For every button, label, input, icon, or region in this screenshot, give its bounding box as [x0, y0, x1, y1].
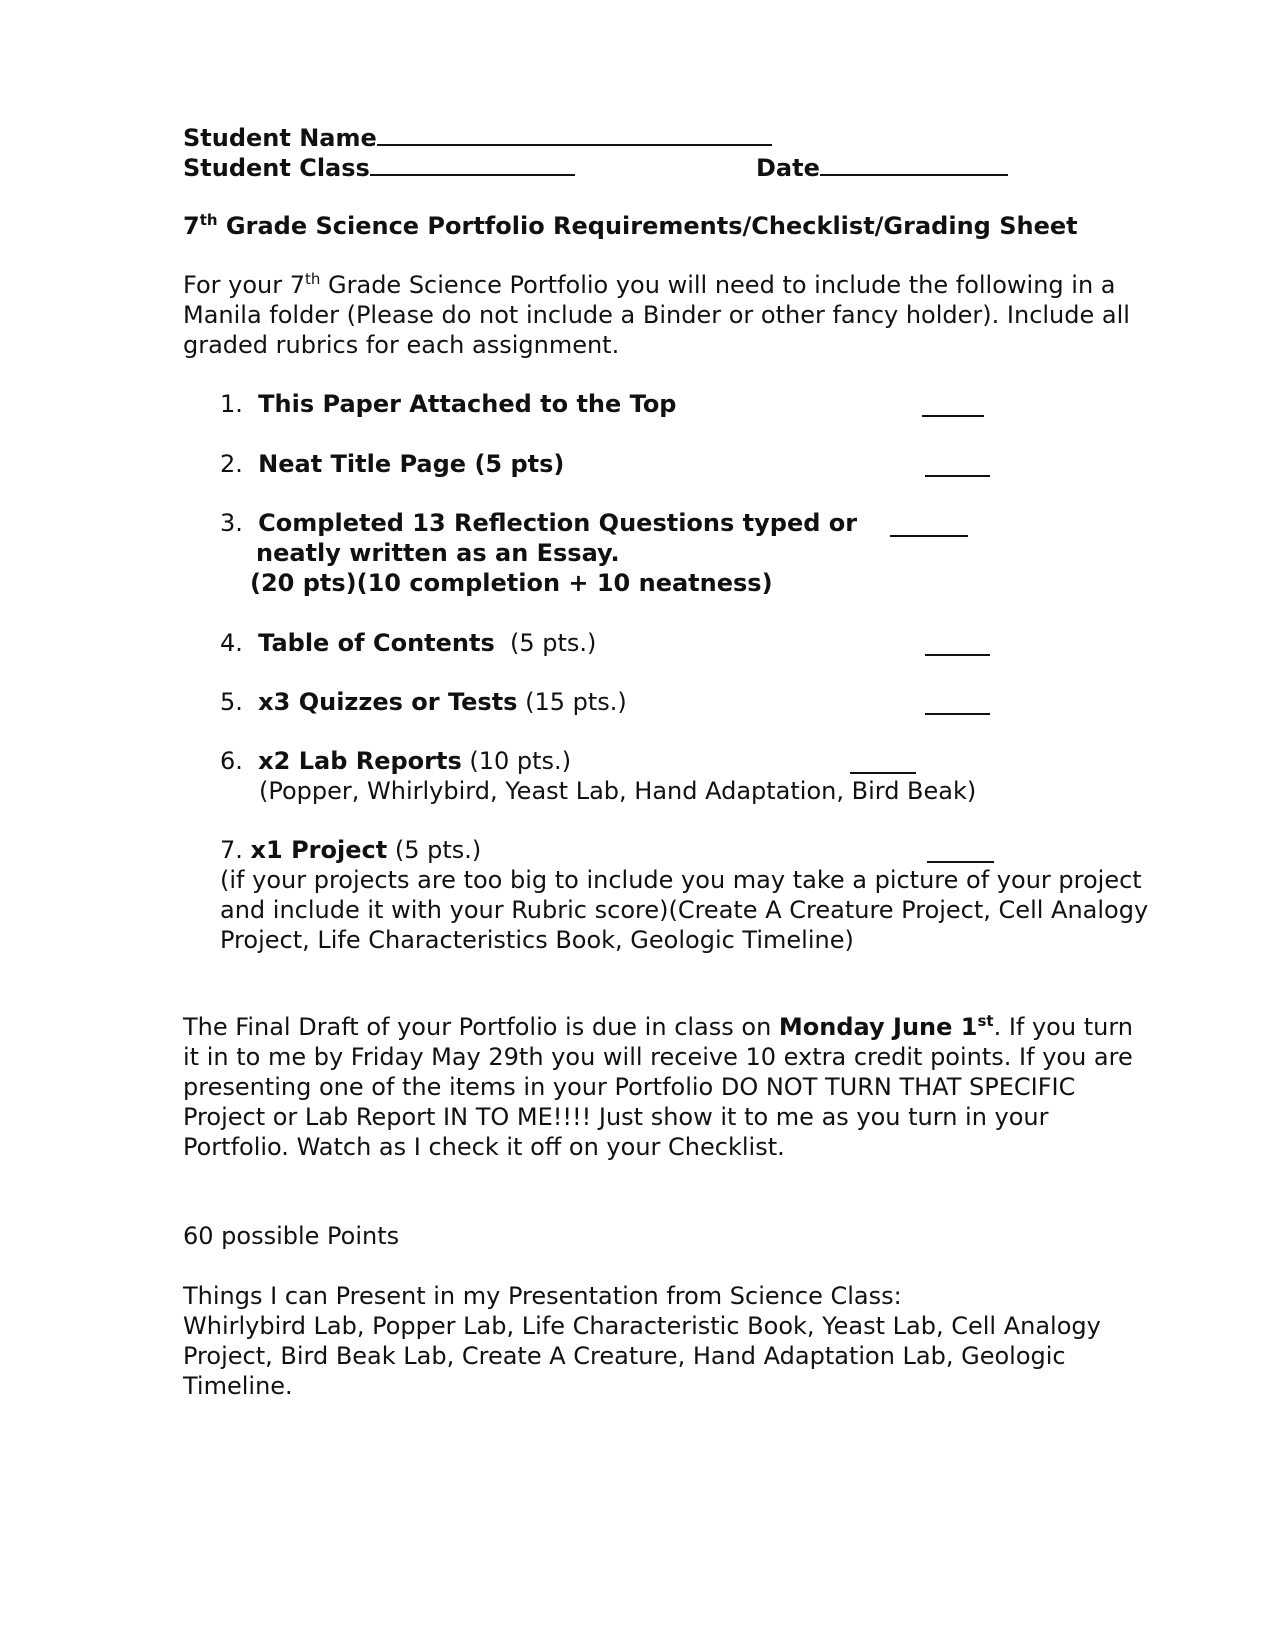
item-number: 3.: [220, 509, 243, 537]
item-points: (10 pts.): [461, 747, 572, 775]
item-3-score-blank[interactable]: [890, 513, 968, 537]
item-points: (15 pts.): [517, 688, 627, 716]
final-line-3: presenting one of the items in your Portfolio DO NOT TURN THAT SPECIFIC: [183, 1073, 1076, 1101]
item-7-line-3: and include it with your Rubric score)(Create A Creature Project, Cell Analogy: [220, 896, 1149, 924]
checklist-item-3: [220, 508, 857, 538]
final-line-2: it in to me by Friday May 29th you will receive 10 extra credit points. If you are: [183, 1043, 1133, 1071]
intro-line-1-b: Grade Science Portfolio you will need to include the following in a: [320, 271, 1116, 299]
final-line-4: Project or Lab Report IN TO ME!!!! Just show it to me as you turn in your: [183, 1103, 1049, 1131]
possible-points: 60 possible Points: [183, 1222, 400, 1250]
item-6-line-2: (Popper, Whirlybird, Yeast Lab, Hand Adaptation, Bird Beak): [259, 777, 977, 805]
item-6-score-blank[interactable]: [850, 750, 916, 774]
checklist-item-6: [220, 746, 571, 776]
present-line-1: Things I can Present in my Presentation from Science Class:: [183, 1282, 902, 1310]
date-blank[interactable]: [820, 152, 1008, 176]
item-3-line-3: (20 pts)(10 completion + 10 neatness): [250, 569, 773, 597]
title-grade-suffix: th: [199, 211, 218, 229]
present-line-4: Timeline.: [183, 1372, 293, 1400]
item-number: 6.: [220, 747, 243, 775]
page-title: [183, 211, 1078, 241]
item-number: 7.: [220, 836, 243, 864]
item-number: 5.: [220, 688, 243, 716]
item-4-score-blank[interactable]: [925, 632, 990, 656]
student-name-row: [183, 122, 772, 153]
date-label: Date: [756, 154, 820, 182]
date-row: [756, 152, 1008, 183]
item-points: (5 pts.): [387, 836, 482, 864]
present-line-2: Whirlybird Lab, Popper Lab, Life Characteristic Book, Yeast Lab, Cell Analogy: [183, 1312, 1101, 1340]
due-date: Monday June 1: [778, 1013, 978, 1041]
present-line-3: Project, Bird Beak Lab, Create A Creature, Hand Adaptation Lab, Geologic: [183, 1342, 1066, 1370]
item-label: This Paper Attached to the Top: [258, 390, 677, 418]
item-label: x2 Lab Reports: [258, 747, 462, 775]
item-number: 2.: [220, 450, 243, 478]
item-label: Table of Contents: [258, 629, 495, 657]
item-points: (5 pts.): [494, 629, 597, 657]
due-date-suffix: st: [977, 1012, 994, 1030]
item-number: 1.: [220, 390, 243, 418]
intro-line-1-sup: th: [305, 270, 321, 288]
intro-line-3: graded rubrics for each assignment.: [183, 331, 620, 359]
student-class-blank[interactable]: [370, 152, 575, 176]
intro-line-2: Manila folder (Please do not include a Binder or other fancy holder). Include all: [183, 301, 1130, 329]
intro-line-1: [183, 270, 1116, 300]
student-name-blank[interactable]: [377, 122, 772, 146]
item-label: Neat Title Page (5 pts): [258, 450, 565, 478]
final-line-1-b: . If you turn: [993, 1013, 1133, 1041]
item-2-score-blank[interactable]: [925, 453, 990, 477]
item-7-line-4: Project, Life Characteristics Book, Geologic Timeline): [220, 926, 854, 954]
checklist-item-5: [220, 687, 627, 717]
checklist-item-1: [220, 389, 676, 419]
student-name-label: Student Name: [183, 124, 377, 152]
intro-line-1-a: For your 7: [183, 271, 305, 299]
item-number: 4.: [220, 629, 243, 657]
final-line-1: [183, 1012, 1133, 1042]
item-7-line-2: (if your projects are too big to include you may take a picture of your project: [220, 866, 1142, 894]
final-line-5: Portfolio. Watch as I check it off on your Checklist.: [183, 1133, 785, 1161]
item-label: x3 Quizzes or Tests: [258, 688, 518, 716]
item-7-score-blank[interactable]: [927, 839, 994, 863]
title-grade-number: 7: [183, 212, 200, 240]
item-1-score-blank[interactable]: [922, 393, 984, 417]
checklist-item-2: [220, 449, 564, 479]
item-label: x1 Project: [250, 836, 388, 864]
title-text: Grade Science Portfolio Requirements/Checklist/Grading Sheet: [217, 212, 1078, 240]
item-5-score-blank[interactable]: [925, 691, 990, 715]
checklist-item-4: [220, 628, 596, 658]
student-class-label: Student Class: [183, 154, 370, 182]
checklist-item-7: [220, 835, 481, 865]
student-class-row: [183, 152, 575, 183]
item-3-line-2: neatly written as an Essay.: [256, 539, 620, 567]
item-label: Completed 13 Reflection Questions typed or: [258, 509, 858, 537]
final-line-1-a: The Final Draft of your Portfolio is due in class on: [183, 1013, 779, 1041]
